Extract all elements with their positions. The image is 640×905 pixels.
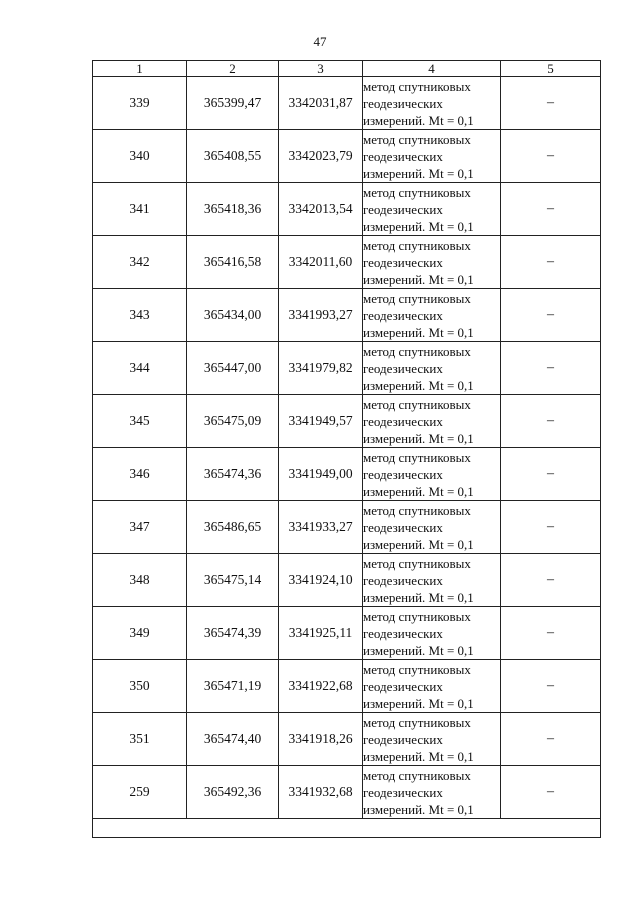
point-number-cell: 259 [93,766,187,819]
table-row [93,501,601,554]
y-coordinate-cell: 3341924,10 [279,554,363,607]
point-number-cell: 340 [93,130,187,183]
empty-cell [93,819,601,838]
y-coordinate-cell: 3341949,00 [279,448,363,501]
table-row [93,607,601,660]
note-cell: – [501,554,601,607]
column-header: 4 [363,61,501,77]
note-cell: – [501,607,601,660]
x-coordinate-cell: 365408,55 [187,130,279,183]
point-number-cell: 348 [93,554,187,607]
note-cell: – [501,501,601,554]
note-cell: – [501,342,601,395]
method-cell: метод спутниковых геодезических измерений. Mt = 0,1 [363,395,501,448]
x-coordinate-cell: 365486,65 [187,501,279,554]
note-cell: – [501,289,601,342]
method-cell: метод спутниковых геодезических измерений. Mt = 0,1 [363,554,501,607]
method-cell: метод спутниковых геодезических измерений. Mt = 0,1 [363,130,501,183]
page-number: 47 [313,34,327,49]
y-coordinate-cell: 3341922,68 [279,660,363,713]
y-coordinate-cell: 3342011,60 [279,236,363,289]
method-cell: метод спутниковых геодезических измерений. Mt = 0,1 [363,342,501,395]
y-coordinate-cell: 3341925,11 [279,607,363,660]
x-coordinate-cell: 365492,36 [187,766,279,819]
method-cell: метод спутниковых геодезических измерений. Mt = 0,1 [363,77,501,130]
x-coordinate-cell: 365471,19 [187,660,279,713]
column-header: 3 [279,61,363,77]
y-coordinate-cell: 3342023,79 [279,130,363,183]
table-row [93,130,601,183]
point-number-cell: 346 [93,448,187,501]
method-cell: метод спутниковых геодезических измерений. Mt = 0,1 [363,713,501,766]
note-cell: – [501,77,601,130]
table-row [93,77,601,130]
point-number-cell: 344 [93,342,187,395]
note-cell: – [501,183,601,236]
coordinates-table [92,60,601,838]
x-coordinate-cell: 365475,14 [187,554,279,607]
y-coordinate-cell: 3341949,57 [279,395,363,448]
y-coordinate-cell: 3341979,82 [279,342,363,395]
empty-row [93,819,601,838]
y-coordinate-cell: 3341932,68 [279,766,363,819]
column-header: 5 [501,61,601,77]
x-coordinate-cell: 365474,39 [187,607,279,660]
table-row [93,289,601,342]
column-header: 1 [93,61,187,77]
point-number-cell: 342 [93,236,187,289]
y-coordinate-cell: 3341993,27 [279,289,363,342]
method-cell: метод спутниковых геодезических измерений. Mt = 0,1 [363,607,501,660]
y-coordinate-cell: 3341918,26 [279,713,363,766]
method-cell: метод спутниковых геодезических измерений. Mt = 0,1 [363,766,501,819]
y-coordinate-cell: 3342013,54 [279,183,363,236]
table-row [93,766,601,819]
table-row [93,660,601,713]
table-row [93,395,601,448]
method-cell: метод спутниковых геодезических измерений. Mt = 0,1 [363,289,501,342]
point-number-cell: 341 [93,183,187,236]
note-cell: – [501,130,601,183]
table-row [93,236,601,289]
method-cell: метод спутниковых геодезических измерений. Mt = 0,1 [363,183,501,236]
method-cell: метод спутниковых геодезических измерений. Mt = 0,1 [363,236,501,289]
point-number-cell: 347 [93,501,187,554]
y-coordinate-cell: 3341933,27 [279,501,363,554]
point-number-cell: 349 [93,607,187,660]
x-coordinate-cell: 365434,00 [187,289,279,342]
y-coordinate-cell: 3342031,87 [279,77,363,130]
point-number-cell: 351 [93,713,187,766]
point-number-cell: 343 [93,289,187,342]
note-cell: – [501,395,601,448]
table-row [93,342,601,395]
method-cell: метод спутниковых геодезических измерений. Mt = 0,1 [363,448,501,501]
table-row [93,713,601,766]
point-number-cell: 339 [93,77,187,130]
method-cell: метод спутниковых геодезических измерений. Mt = 0,1 [363,501,501,554]
x-coordinate-cell: 365447,00 [187,342,279,395]
table-row [93,554,601,607]
point-number-cell: 350 [93,660,187,713]
note-cell: – [501,660,601,713]
method-cell: метод спутниковых геодезических измерений. Mt = 0,1 [363,660,501,713]
x-coordinate-cell: 365474,40 [187,713,279,766]
table-header-row [93,61,601,77]
x-coordinate-cell: 365416,58 [187,236,279,289]
note-cell: – [501,448,601,501]
table-row [93,448,601,501]
point-number-cell: 345 [93,395,187,448]
note-cell: – [501,766,601,819]
x-coordinate-cell: 365399,47 [187,77,279,130]
x-coordinate-cell: 365474,36 [187,448,279,501]
note-cell: – [501,236,601,289]
x-coordinate-cell: 365418,36 [187,183,279,236]
x-coordinate-cell: 365475,09 [187,395,279,448]
note-cell: – [501,713,601,766]
table-row [93,183,601,236]
column-header: 2 [187,61,279,77]
